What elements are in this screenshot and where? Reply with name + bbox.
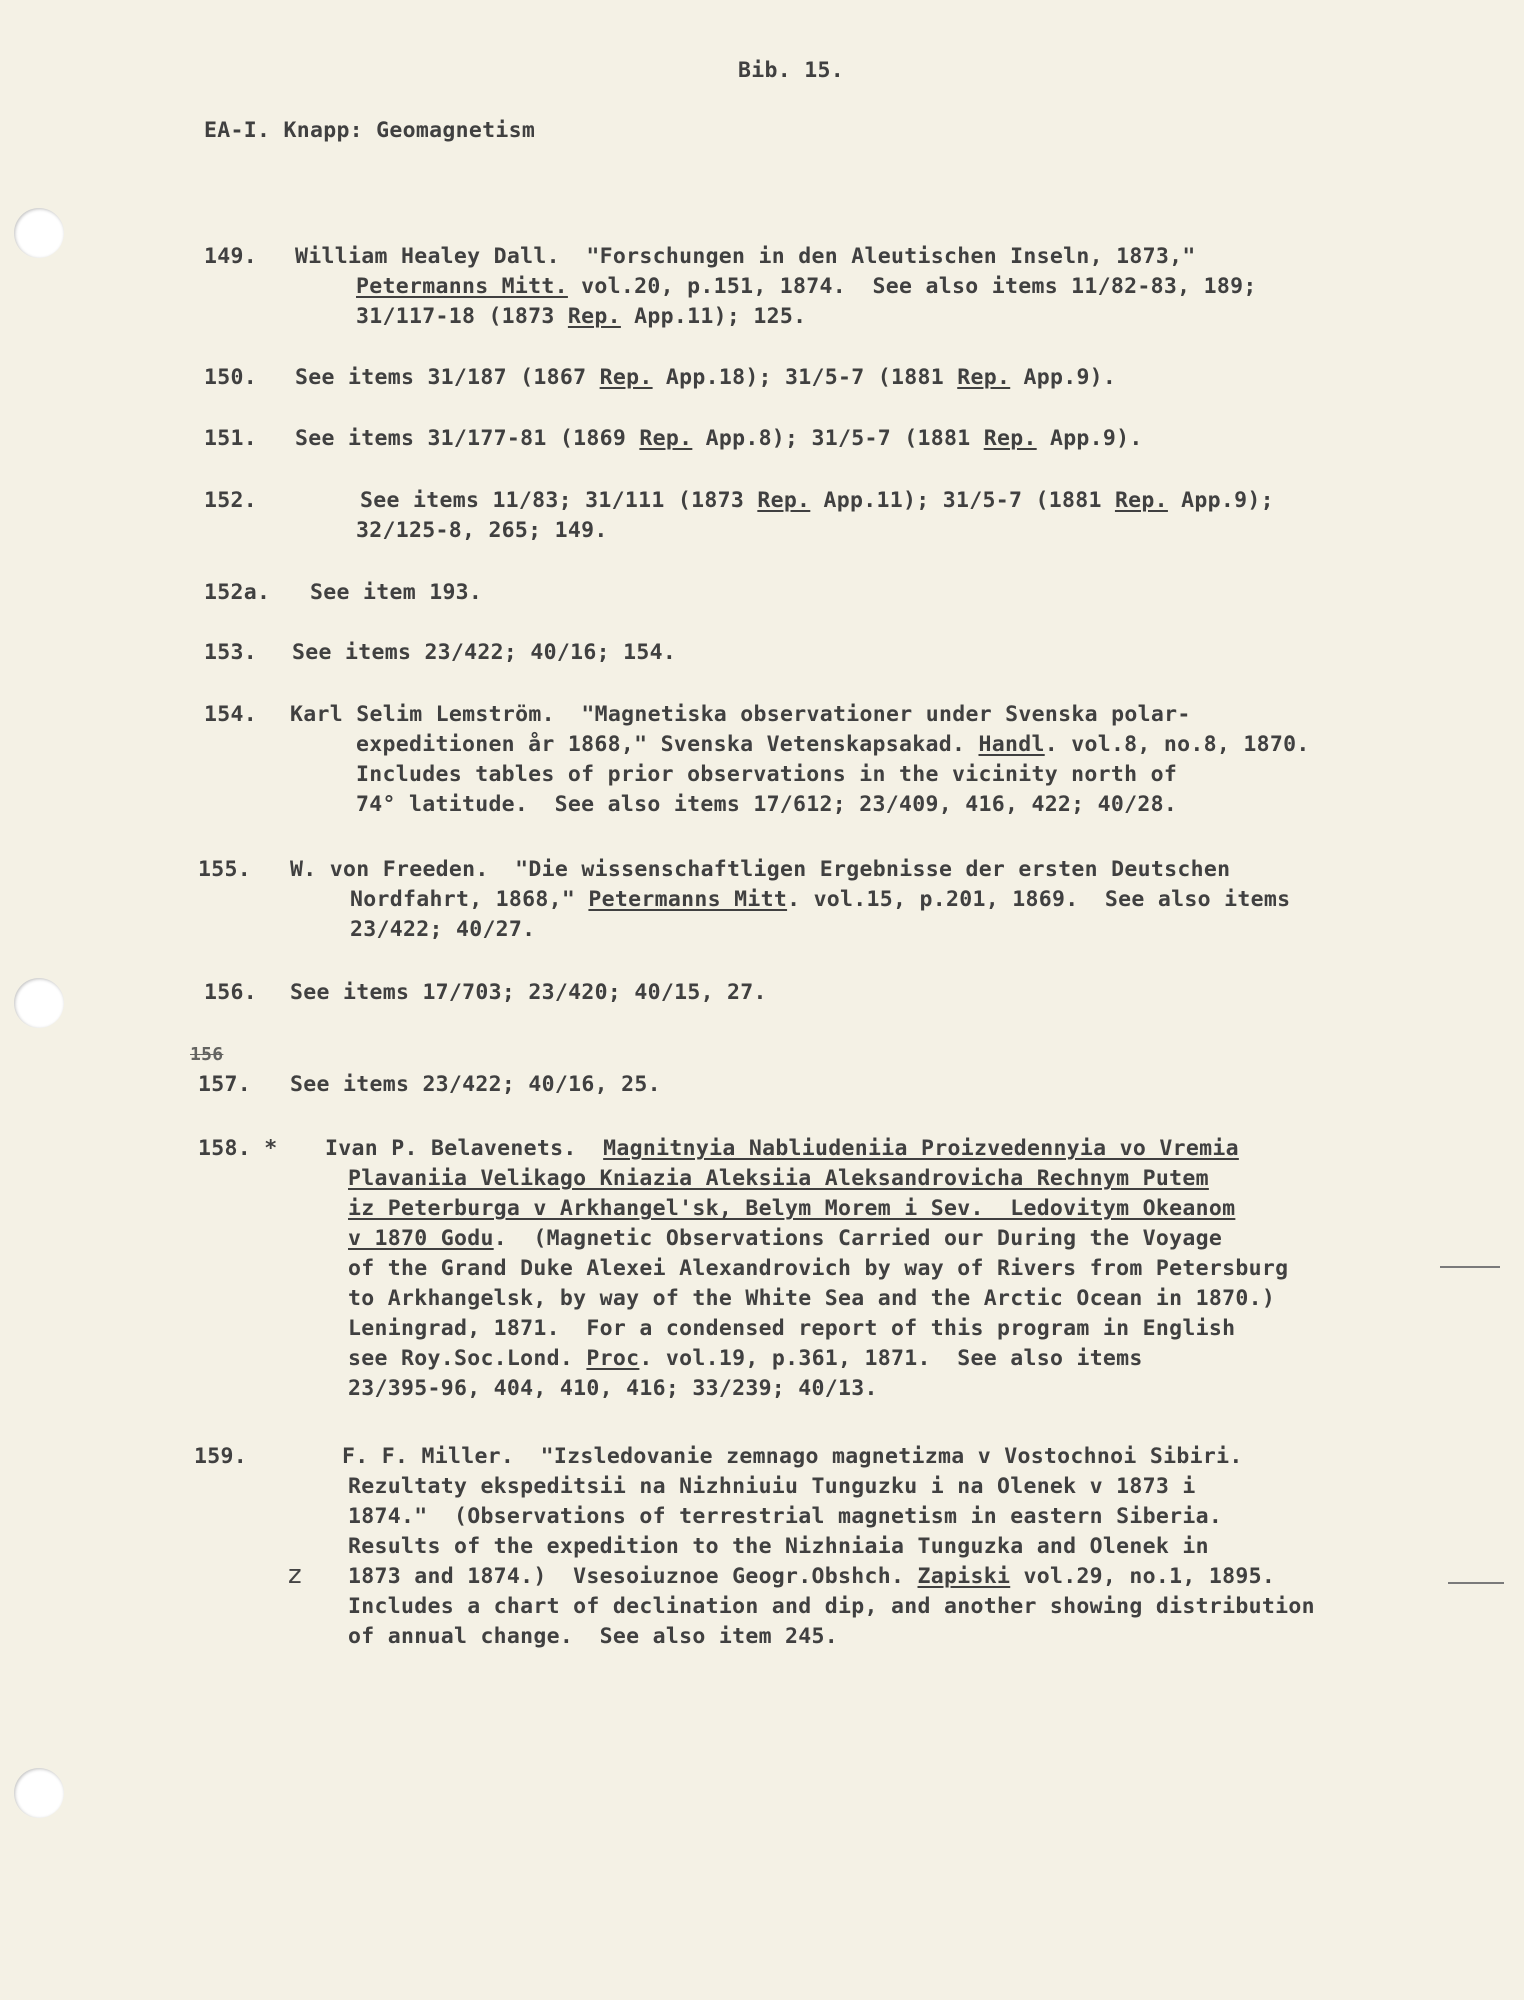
entry-number: 159. — [194, 1444, 247, 1469]
entry-number: 156. — [204, 980, 257, 1005]
entry-text: App.8); 31/5-7 (1881 — [692, 426, 984, 451]
entry-line — [360, 486, 1274, 516]
entry-text: App.9). — [1036, 426, 1143, 451]
underlined-title: v 1870 Godu — [348, 1226, 494, 1251]
underlined-title: Rep. — [639, 426, 693, 451]
entry-text: expeditionen år 1868," Svenska Vetenskapsakad. — [356, 732, 979, 757]
page-id: Bib. 15. — [738, 58, 844, 83]
entry-text: See items 31/177-81 (1869 — [295, 426, 640, 451]
entry-line — [348, 1344, 1143, 1374]
underlined-title: Rep. — [599, 365, 653, 390]
entry-line — [356, 730, 1310, 760]
entry-text: Ivan P. Belavenets. — [325, 1136, 604, 1161]
entry-number: 158. * — [198, 1136, 278, 1161]
entry-text: App.9); — [1167, 488, 1274, 513]
entry-line — [348, 1532, 1209, 1562]
entry-number: 157. — [198, 1072, 251, 1097]
entry-text: Results of the expedition to the Nizhniaia Tunguzka and Olenek in — [348, 1534, 1209, 1559]
punch-hole — [14, 1768, 64, 1818]
underlined-title: Petermanns Mitt — [588, 887, 788, 912]
entry-text: App.11); 125. — [620, 304, 807, 329]
entry-text: App.11); 31/5-7 (1881 — [810, 488, 1115, 513]
entry-line — [295, 424, 1143, 454]
entry-line — [348, 1562, 1275, 1592]
margin-mark: z — [288, 1560, 302, 1590]
underlined-title: Handl — [978, 732, 1045, 757]
underlined-title: Magnitnyia Nabliudeniia Proizvedennyia vo Vremia — [603, 1136, 1239, 1161]
entry-text: 23/422; 40/27. — [350, 917, 536, 942]
underlined-title: Rep. — [1114, 488, 1168, 513]
entry-text: 1873 and 1874.) Vsesoiuznoe Geogr.Obshch. — [348, 1564, 918, 1589]
entry-text: See items 23/422; 40/16, 25. — [290, 1072, 661, 1097]
entry-text: . vol.19, p.361, 1871. See also items — [639, 1346, 1143, 1371]
entry-number: 155. — [198, 857, 251, 882]
entry-line — [348, 1502, 1222, 1532]
entry-line — [348, 1284, 1275, 1314]
underlined-title: Zapiski — [917, 1564, 1011, 1589]
entry-line — [356, 302, 806, 332]
punch-hole — [14, 208, 64, 258]
entry-line — [290, 700, 1191, 730]
entry-line — [295, 242, 1196, 272]
entry-line — [292, 638, 676, 668]
entry-line — [325, 1134, 1239, 1164]
entry-text: see Roy.Soc.Lond. — [348, 1346, 587, 1371]
entry-line — [295, 363, 1116, 393]
underlined-title: Plavaniia Velikago Kniazia Aleksiia Aleksandrovicha Rechnym Putem — [348, 1166, 1209, 1191]
underlined-title: Rep. — [567, 304, 621, 329]
entry-line — [290, 978, 767, 1008]
entry-text: vol.29, no.1, 1895. — [1010, 1564, 1276, 1589]
entry-text: . vol.8, no.8, 1870. — [1044, 732, 1310, 757]
entry-number: 152. — [204, 488, 257, 513]
entry-line — [356, 790, 1177, 820]
entry-text: William Healey Dall. "Forschungen in den Aleutischen Inseln, 1873," — [295, 244, 1196, 269]
entry-text: See items 11/83; 31/111 (1873 — [360, 488, 758, 513]
entry-number: 151. — [204, 426, 257, 451]
entry-line — [348, 1314, 1235, 1344]
entry-text: App.9). — [1010, 365, 1117, 390]
entry-number: 149. — [204, 244, 257, 269]
margin-line — [1448, 1582, 1504, 1584]
entry-text: 1874." (Observations of terrestrial magnetism in eastern Siberia. — [348, 1504, 1223, 1529]
entry-text: . vol.15, p.201, 1869. See also items — [787, 887, 1291, 912]
underlined-title: Petermanns Mitt. — [356, 274, 568, 299]
struck-label: 156 — [190, 1044, 224, 1065]
entry-line — [342, 1442, 1243, 1472]
entry-text: Leningrad, 1871. For a condensed report of this program in English — [348, 1316, 1236, 1341]
underlined-title: Rep. — [757, 488, 811, 513]
entry-text: See items 23/422; 40/16; 154. — [292, 640, 677, 665]
entry-text: 74° latitude. See also items 17/612; 23/409, 416, 422; 40/28. — [356, 792, 1178, 817]
entry-line — [350, 915, 535, 945]
entry-text: Includes tables of prior observations in the vicinity north of — [356, 762, 1178, 787]
entry-text: See items 31/187 (1867 — [295, 365, 600, 390]
entry-number: 153. — [204, 640, 257, 665]
entry-text: Nordfahrt, 1868," — [350, 887, 589, 912]
entry-text: 32/125-8, 265; 149. — [356, 518, 608, 543]
entry-line — [356, 760, 1177, 790]
entry-text: of annual change. See also item 245. — [348, 1624, 839, 1649]
entry-line — [348, 1254, 1288, 1284]
entry-text: See items 17/703; 23/420; 40/15, 27. — [290, 980, 767, 1005]
entry-text: Includes a chart of declination and dip, and another showing distribution — [348, 1594, 1315, 1619]
entry-line — [290, 855, 1230, 885]
entry-text: W. von Freeden. "Die wissenschaftligen Ergebnisse der ersten Deutschen — [290, 857, 1231, 882]
entry-line — [350, 885, 1290, 915]
entry-text: See item 193. — [310, 580, 483, 605]
entry-line — [348, 1224, 1222, 1254]
entry-line — [348, 1472, 1196, 1502]
entry-text: . (Magnetic Observations Carried our During the Voyage — [493, 1226, 1223, 1251]
underlined-title: Rep. — [957, 365, 1011, 390]
section-title: EA-I. Knapp: Geomagnetism — [204, 118, 536, 143]
underlined-title: iz Peterburga v Arkhangel'sk, Belym Morem i Sev. Ledovitym Okeanom — [348, 1196, 1236, 1221]
entry-line — [290, 1070, 661, 1100]
entry-number: 150. — [204, 365, 257, 390]
entry-number: 154. — [204, 702, 257, 727]
punch-hole — [14, 978, 64, 1028]
entry-line — [356, 272, 1257, 302]
margin-line — [1440, 1266, 1500, 1268]
entry-line — [348, 1164, 1209, 1194]
entry-text: 23/395-96, 404, 410, 416; 33/239; 40/13. — [348, 1376, 878, 1401]
entry-line — [348, 1374, 878, 1404]
entry-text: of the Grand Duke Alexei Alexandrovich by way of Rivers from Petersburg — [348, 1256, 1289, 1281]
entry-line — [348, 1194, 1235, 1224]
entry-line — [348, 1592, 1315, 1622]
entry-number: 152a. — [204, 580, 271, 605]
entry-line — [310, 578, 482, 608]
underlined-title: Rep. — [983, 426, 1037, 451]
entry-text: Rezultaty ekspeditsii na Nizhniuiu Tunguzku i na Olenek v 1873 i — [348, 1474, 1196, 1499]
entry-line — [348, 1622, 838, 1652]
entry-text: Karl Selim Lemström. "Magnetiska observationer under Svenska polar- — [290, 702, 1191, 727]
entry-text: F. F. Miller. "Izsledovanie zemnago magnetizma v Vostochnoi Sibiri. — [342, 1444, 1243, 1469]
entry-line — [356, 516, 608, 546]
entry-text: App.18); 31/5-7 (1881 — [652, 365, 958, 390]
entry-text: 31/117-18 (1873 — [356, 304, 568, 329]
entry-text: to Arkhangelsk, by way of the White Sea and the Arctic Ocean in 1870.) — [348, 1286, 1276, 1311]
underlined-title: Proc — [586, 1346, 640, 1371]
entry-text: vol.20, p.151, 1874. See also items 11/82-83, 189; — [567, 274, 1257, 299]
